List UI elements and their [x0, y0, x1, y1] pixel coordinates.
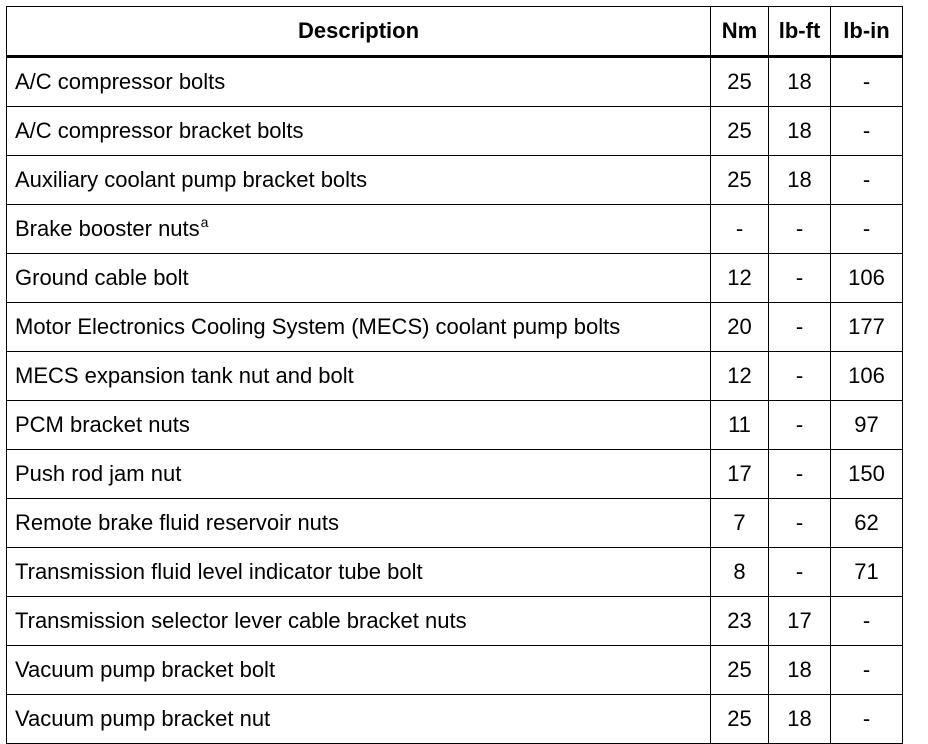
table-row — [7, 450, 903, 499]
cell-description — [7, 254, 711, 303]
description-text: Remote brake fluid reservoir nuts — [15, 510, 340, 535]
description-text: Vacuum pump bracket bolt — [15, 657, 276, 682]
cell-lbin: 177 — [831, 303, 903, 352]
cell-lbft: 18 — [769, 107, 831, 156]
cell-description — [7, 303, 711, 352]
cell-lbft: 18 — [769, 57, 831, 107]
table-row — [7, 401, 903, 450]
cell-lbft: - — [769, 548, 831, 597]
cell-description — [7, 695, 711, 744]
cell-nm: 20 — [711, 303, 769, 352]
cell-lbin: - — [831, 57, 903, 107]
cell-description — [7, 499, 711, 548]
description-text: MECS expansion tank nut and bolt — [15, 363, 354, 388]
table-row — [7, 303, 903, 352]
table-row — [7, 548, 903, 597]
description-text: A/C compressor bolts — [15, 69, 226, 94]
cell-lbin: - — [831, 156, 903, 205]
description-text: Transmission fluid level indicator tube bolt — [15, 559, 423, 584]
cell-lbin: 97 — [831, 401, 903, 450]
cell-lbin: - — [831, 205, 903, 254]
cell-description — [7, 548, 711, 597]
cell-description — [7, 156, 711, 205]
cell-lbft: - — [769, 352, 831, 401]
table-row — [7, 254, 903, 303]
cell-lbin: - — [831, 646, 903, 695]
cell-nm: 25 — [711, 57, 769, 107]
cell-lbin: - — [831, 695, 903, 744]
header-lbft: lb-ft — [769, 7, 831, 57]
footnote-marker: a — [200, 214, 209, 230]
cell-nm: - — [711, 205, 769, 254]
cell-nm: 25 — [711, 695, 769, 744]
cell-lbin: 106 — [831, 254, 903, 303]
cell-nm: 25 — [711, 646, 769, 695]
table-header-row — [7, 7, 903, 57]
table-row — [7, 57, 903, 107]
cell-description — [7, 401, 711, 450]
cell-lbin: 62 — [831, 499, 903, 548]
table-row — [7, 597, 903, 646]
table-row — [7, 156, 903, 205]
cell-description — [7, 597, 711, 646]
cell-description — [7, 57, 711, 107]
header-description: Description — [7, 7, 711, 57]
cell-nm: 25 — [711, 107, 769, 156]
cell-lbft: 18 — [769, 646, 831, 695]
cell-lbft: - — [769, 254, 831, 303]
cell-nm: 8 — [711, 548, 769, 597]
cell-nm: 17 — [711, 450, 769, 499]
table-row — [7, 352, 903, 401]
table-body — [7, 57, 903, 744]
table-row — [7, 499, 903, 548]
table-row — [7, 107, 903, 156]
description-text: Motor Electronics Cooling System (MECS) coolant pump bolts — [15, 314, 621, 339]
cell-lbin: 71 — [831, 548, 903, 597]
description-text: Vacuum pump bracket nut — [15, 706, 271, 731]
torque-spec-table — [6, 6, 903, 744]
description-text: Push rod jam nut — [15, 461, 182, 486]
cell-lbin: - — [831, 597, 903, 646]
cell-description — [7, 107, 711, 156]
table-row — [7, 205, 903, 254]
table-row — [7, 695, 903, 744]
cell-description — [7, 646, 711, 695]
cell-lbft: 18 — [769, 695, 831, 744]
cell-description — [7, 205, 711, 254]
cell-lbft: 17 — [769, 597, 831, 646]
cell-lbin: - — [831, 107, 903, 156]
cell-nm: 25 — [711, 156, 769, 205]
description-text: A/C compressor bracket bolts — [15, 118, 304, 143]
cell-nm: 11 — [711, 401, 769, 450]
cell-description — [7, 352, 711, 401]
header-lbin: lb-in — [831, 7, 903, 57]
cell-description — [7, 450, 711, 499]
cell-lbin: 106 — [831, 352, 903, 401]
cell-lbft: - — [769, 205, 831, 254]
description-text: Auxiliary coolant pump bracket bolts — [15, 167, 368, 192]
description-text: Transmission selector lever cable bracket nuts — [15, 608, 467, 633]
table-row — [7, 646, 903, 695]
cell-lbin: 150 — [831, 450, 903, 499]
header-nm: Nm — [711, 7, 769, 57]
cell-lbft: - — [769, 499, 831, 548]
cell-nm: 23 — [711, 597, 769, 646]
description-text: Ground cable bolt — [15, 265, 189, 290]
cell-lbft: - — [769, 450, 831, 499]
description-text: Brake booster nuts — [15, 216, 200, 241]
cell-lbft: - — [769, 401, 831, 450]
cell-lbft: - — [769, 303, 831, 352]
cell-lbft: 18 — [769, 156, 831, 205]
cell-nm: 12 — [711, 352, 769, 401]
cell-nm: 7 — [711, 499, 769, 548]
description-text: PCM bracket nuts — [15, 412, 190, 437]
cell-nm: 12 — [711, 254, 769, 303]
